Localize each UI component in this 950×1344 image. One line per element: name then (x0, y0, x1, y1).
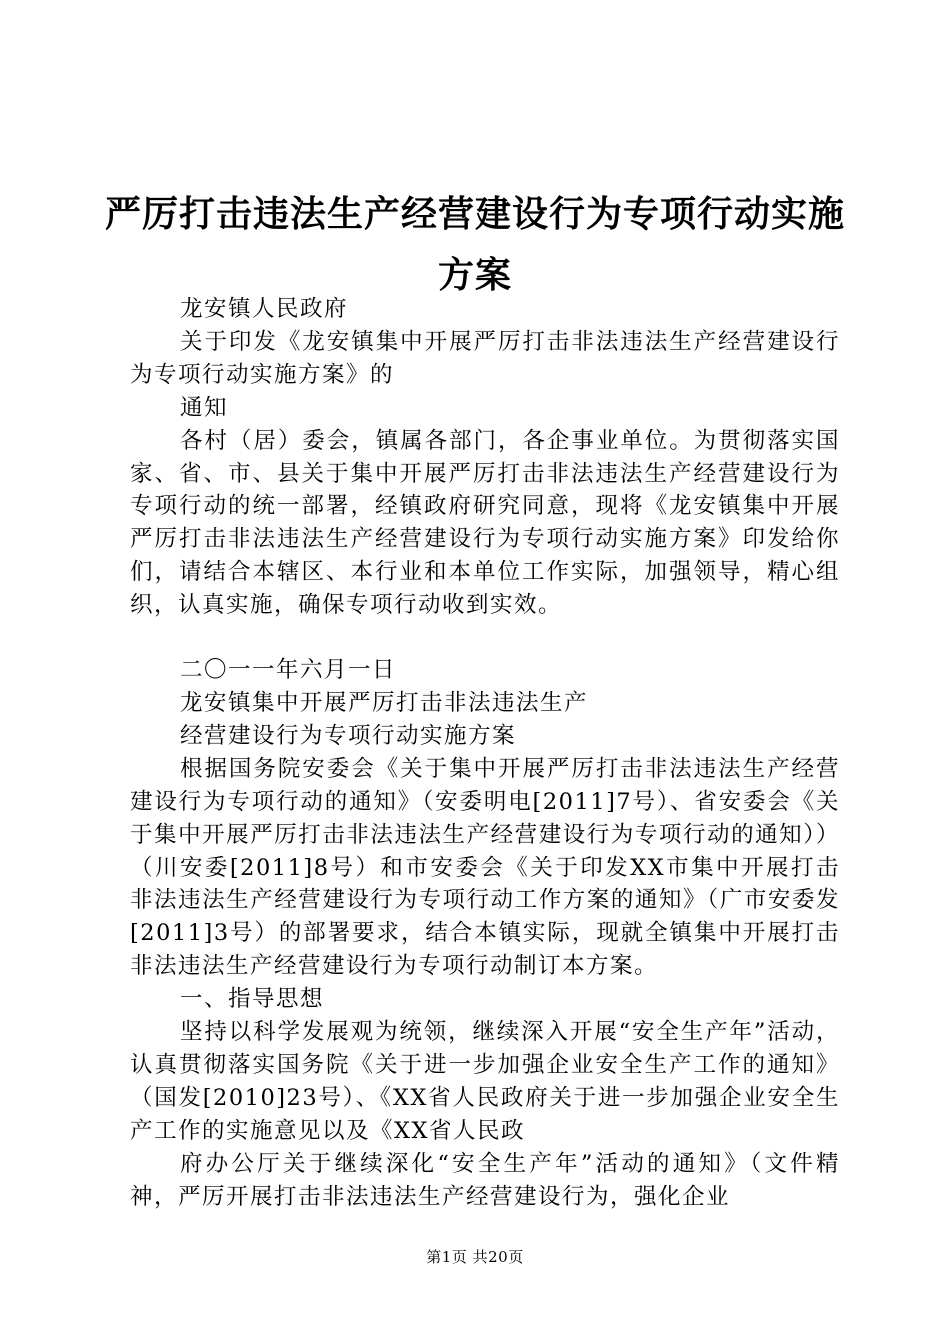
plan-title-line1: 龙安镇集中开展严厉打击非法违法生产 (180, 689, 589, 716)
section-heading: 一、指导思想 (180, 986, 325, 1013)
body-paragraph: 根据国务院安委会《关于集中开展严厉打击非法违法生产经营建设行为专项行动的通知》（安委明电[2011]7号）、省安委会《关于集中开展严厉打击非法违法生产经营建设行为专项行动的通知））（川安委[2011]8号）和市安委会《关于印发XX市集中开展打击非法违法生产经营建设行为专项行动工作方案的通知》（广市安委发[2011]3号）的部署要求，结合本镇实际，现就全镇集中开展打击非法违法生产经营建设行为专项行动制订本方案。 (130, 755, 840, 980)
date-line: 二〇一一年六月一日 (180, 657, 397, 684)
document-title-line2: 方案 (437, 255, 512, 296)
plan-title-line2: 经营建设行为专项行动实施方案 (180, 722, 517, 749)
document-body (130, 293, 840, 1213)
body-paragraph: 坚持以科学发展观为统领，继续深入开展“安全生产年”活动，认真贯彻落实国务院《关于进一步加强企业安全生产工作的通知》（国发[2010]23号）、《XX省人民政府关于进一步加强企业安全生产工作的实施意见以及《XX省人民政 (130, 1019, 840, 1144)
notice-heading: 关于印发《龙安镇集中开展严厉打击非法违法生产经营建设行为专项行动实施方案》的 (130, 328, 840, 388)
notice-label: 通知 (180, 394, 229, 421)
body-paragraph: 各村（居）委会，镇属各部门，各企事业单位。为贯彻落实国家、省、市、县关于集中开展严厉打击非法违法生产经营建设行为专项行动的统一部署，经镇政府研究同意，现将《龙安镇集中开展严厉打击非法违法生产经营建设行为专项行动实施方案》印发给你们，请结合本辖区、本行业和本单位工作实际，加强领导，精心组织，认真实施，确保专项行动收到实效。 (130, 427, 840, 619)
body-paragraph: 府办公厅关于继续深化“安全生产年”活动的通知》（文件精神，严厉开展打击非法违法生产经营建设行为，强化企业 (130, 1150, 840, 1210)
issuer: 龙安镇人民政府 (180, 296, 349, 322)
page-number: 第1页 共20页 (426, 1248, 524, 1266)
document-title-line1: 严厉打击违法生产经营建设行为专项行动实施 (104, 194, 845, 235)
